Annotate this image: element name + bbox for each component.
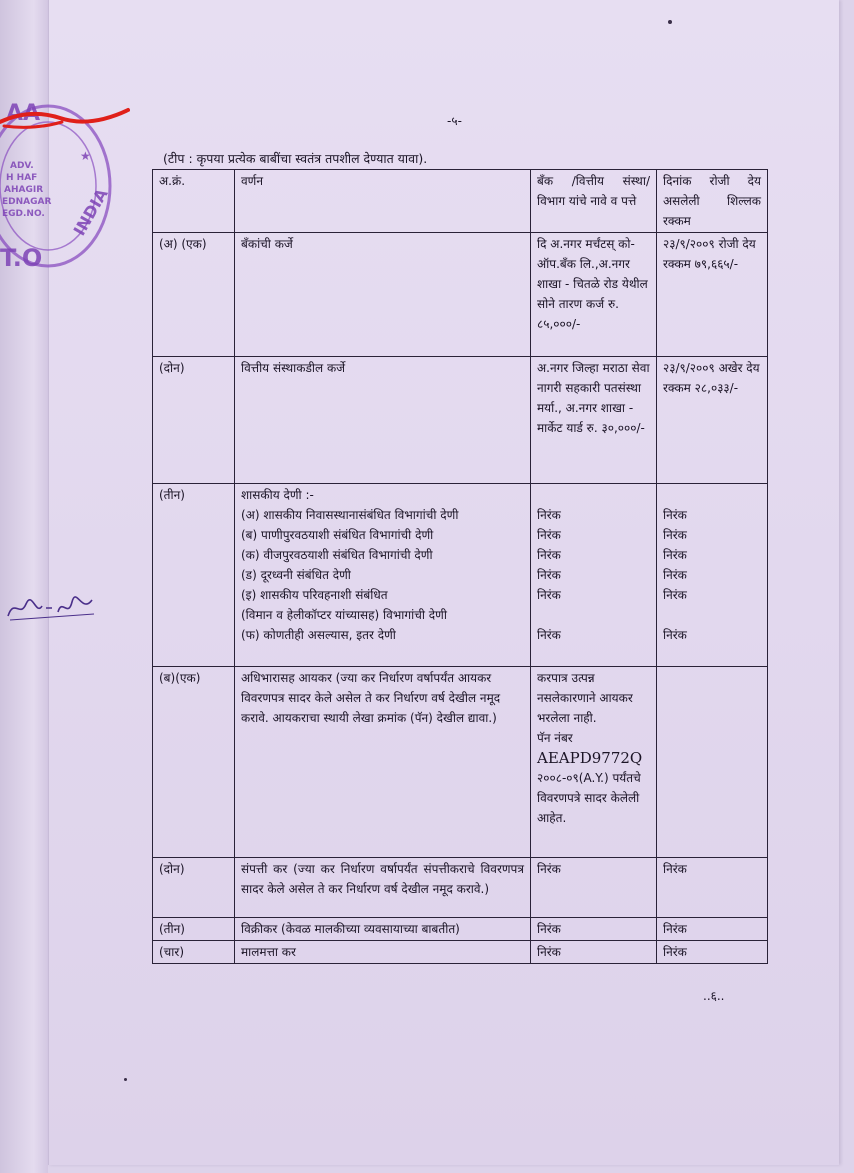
header-serial: अ.क्रं. — [153, 170, 235, 233]
page-number: -५- — [447, 114, 462, 128]
row-balance: २३/९/२००९ रोजी देय रक्कम ७९,६६५/- — [657, 233, 768, 357]
speck — [124, 1078, 127, 1081]
table-row — [153, 484, 768, 667]
svg-text:H HAF: H HAF — [6, 173, 38, 183]
returns-filed-note: २००८-०९(A.Y.) पर्यंतचे विवरणपत्रे सादर केलेली आहेत. — [537, 771, 641, 825]
speck — [668, 20, 672, 24]
svg-text:ADV.: ADV. — [10, 161, 34, 171]
pan-number: AEAPD9772Q — [537, 749, 643, 767]
row-serial: (तीन) — [153, 918, 235, 941]
instruction-note: (टीप : कृपया प्रत्येक बाबींचा स्वतंत्र तपशील देण्यात यावा). — [163, 151, 428, 166]
row-serial: (अ) (एक) — [153, 233, 235, 357]
svg-text:T.O: T.O — [0, 244, 43, 272]
row-bank: निरंक — [531, 941, 657, 964]
row-bank: निरंक — [531, 858, 657, 918]
row-balance: निरंक — [657, 941, 768, 964]
svg-text:AA: AA — [6, 101, 41, 126]
header-description: वर्णन — [235, 170, 531, 233]
row-bank — [531, 667, 657, 858]
next-page-marker: ..६.. — [703, 989, 725, 1003]
table-header-row — [153, 170, 768, 233]
svg-text:★: ★ — [80, 149, 91, 163]
row-bank: दि अ.नगर मर्चंटस् को-ऑप.बँक लि.,अ.नगर शाखा - चितळे रोड येथील सोने तारण कर्ज रु. ८५,०००/- — [531, 233, 657, 357]
row-description: अधिभारासह आयकर (ज्या कर निर्धारण वर्षापर्यंत आयकर विवरणपत्र सादर केले असेल ते कर निर्धारण वर्ष देखील नमूद करावे. आयकराचा स्थायी लेखा क्रमांक (पॅन) देखील द्यावा.) — [235, 667, 531, 858]
row-bank: निरंक — [531, 918, 657, 941]
table-row — [153, 858, 768, 918]
row-balance: २३/९/२००९ अखेर देय रक्कम २८,०३३/- — [657, 357, 768, 484]
row-description: संपत्ती कर (ज्या कर निर्धारण वर्षापर्यंत संपत्तीकराचे विवरणपत्र सादर केले असेल ते कर निर्धारण वर्ष देखील नमूद करावे.) — [235, 858, 531, 918]
svg-text:INDIA: INDIA — [69, 185, 112, 239]
row-description: विक्रीकर (केवळ मालकीच्या व्यवसायाच्या बाबतीत) — [235, 918, 531, 941]
svg-text:AHAGIR: AHAGIR — [4, 185, 44, 195]
table-row — [153, 233, 768, 357]
table-row — [153, 667, 768, 858]
table-row — [153, 357, 768, 484]
row-serial: (दोन) — [153, 858, 235, 918]
row-serial: (दोन) — [153, 357, 235, 484]
row-serial: (चार) — [153, 941, 235, 964]
row-balance — [657, 667, 768, 858]
row-balance: निरंक — [657, 858, 768, 918]
row-bank: अ.नगर जिल्हा मराठा सेवा नागरी सहकारी पतसंस्था मर्या., अ.नगर शाखा - मार्केट यार्ड रु. ३०,०००/- — [531, 357, 657, 484]
row-bank: निरंक निरंक निरंक निरंक निरंक निरंक — [531, 484, 657, 667]
row-serial: (ब)(एक) — [153, 667, 235, 858]
table-row — [153, 918, 768, 941]
svg-text:EDNAGAR: EDNAGAR — [2, 197, 52, 207]
row-serial: (तीन) — [153, 484, 235, 667]
header-balance: दिनांक रोजी देय असलेली शिल्लक रक्कम — [657, 170, 768, 233]
red-thread — [0, 100, 130, 140]
row-description: वित्तीय संस्थाकडील कर्जे — [235, 357, 531, 484]
income-tax-note: करपात्र उत्पन्न नसलेकारणाने आयकर भरलेला नाही. पॅन नंबर — [537, 671, 633, 745]
row-balance: निरंक निरंक निरंक निरंक निरंक निरंक — [657, 484, 768, 667]
margin-signature — [2, 588, 102, 628]
table-row — [153, 941, 768, 964]
liabilities-table — [152, 169, 768, 964]
row-balance: निरंक — [657, 918, 768, 941]
row-description: मालमत्ता कर — [235, 941, 531, 964]
row-description: बँकांची कर्जे — [235, 233, 531, 357]
svg-text:EGD.NO.: EGD.NO. — [2, 209, 45, 219]
row-description: शासकीय देणी :- (अ) शासकीय निवासस्थानासंबंधित विभागांची देणी (ब) पाणीपुरवठयाशी संबंधित विभागांची देणी (क) वीजपुरवठयाशी संबंधित विभागांची देणी (ड) दूरध्वनी संबंधित देणी (इ) शासकीय परिवहनाशी संबंधित (विमान व हेलीकॉप्टर यांच्यासह) विभागांची देणी (फ) कोणतीही असल्यास, इतर देणी — [235, 484, 531, 667]
header-bank: बँक /वित्तीय संस्था/ विभाग यांचे नावे व पत्ते — [531, 170, 657, 233]
